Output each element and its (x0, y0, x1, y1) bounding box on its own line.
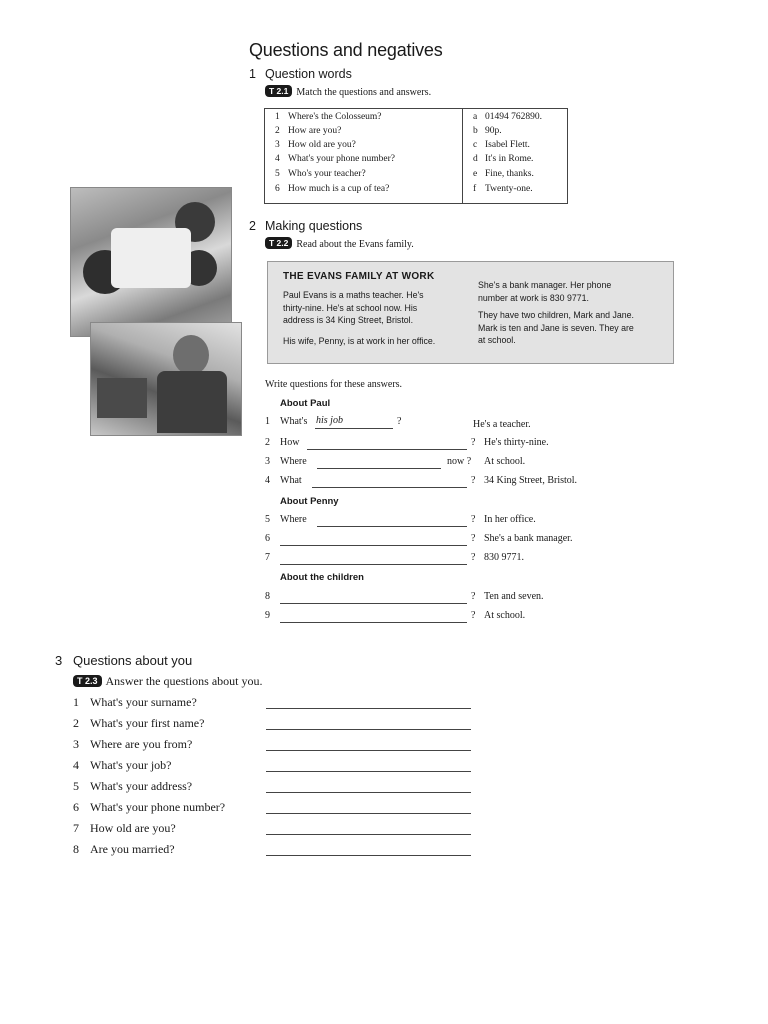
example-answer: his job (316, 415, 343, 426)
question-item-7: 7 (265, 552, 270, 563)
question-item-1: 1 What's (265, 416, 308, 427)
audio-track-tag: T 2.2 (265, 237, 292, 249)
answer-blank-5[interactable] (317, 526, 467, 527)
match-question: 5 Who's your teacher? (275, 169, 366, 179)
personal-answer-field-4[interactable] (266, 771, 471, 772)
given-answer-9: At school. (484, 610, 526, 621)
personal-answer-field-5[interactable] (266, 792, 471, 793)
match-answer: c Isabel Flett. (473, 140, 530, 150)
section-2-instruction-line (265, 237, 414, 250)
question-item-4: 4 What (265, 475, 302, 486)
reading-left-paragraph-1: Paul Evans is a maths teacher. He's thirty-nine. He's at school now. His address is 34 King Street, Bristol. (283, 290, 424, 325)
answer-blank-8[interactable] (280, 603, 467, 604)
answer-blank-9[interactable] (280, 622, 467, 623)
question-mark: ? (471, 514, 476, 525)
section-2-number: 2 (249, 219, 256, 233)
personal-question-5: 5 What's your address? (73, 779, 193, 793)
answer-blank-2[interactable] (307, 449, 467, 450)
match-answer: b 90p. (473, 126, 502, 136)
section-3-title: Questions about you (73, 653, 193, 668)
audio-track-tag: T 2.1 (265, 85, 292, 97)
question-item-5: 5 Where (265, 514, 307, 525)
section-1-number: 1 (249, 67, 256, 81)
section-3-instruction-line (73, 674, 263, 689)
match-question: 4 What's your phone number? (275, 154, 395, 164)
question-mark: ? (397, 416, 402, 427)
section-2-title: Making questions (265, 219, 363, 233)
match-question: 6 How much is a cup of tea? (275, 184, 390, 194)
reading-left-paragraph-2: His wife, Penny, is at work in her office. (283, 336, 436, 346)
table-divider (462, 109, 463, 203)
given-answer-3: At school. (484, 456, 526, 467)
match-answer: d It's in Rome. (473, 154, 534, 164)
personal-question-1: 1 What's your surname? (73, 695, 197, 709)
given-answer-8: Ten and seven. (484, 591, 544, 602)
answer-blank-4[interactable] (312, 487, 467, 488)
write-questions-instruction: Write questions for these answers. (265, 379, 403, 390)
match-question: 2 How are you? (275, 126, 342, 136)
given-answer-5: In her office. (484, 514, 536, 525)
personal-question-7: 7 How old are you? (73, 821, 176, 835)
answer-blank-7[interactable] (280, 564, 467, 565)
match-answer: e Fine, thanks. (473, 169, 534, 179)
given-answer-2: He's thirty-nine. (484, 437, 549, 448)
evans-family-reading-box (267, 261, 674, 364)
given-answer-6: She's a bank manager. (484, 533, 573, 544)
question-item-9: 9 (265, 610, 270, 621)
section-2-heading (249, 219, 362, 233)
question-mark: ? (471, 533, 476, 544)
personal-answer-field-6[interactable] (266, 813, 471, 814)
family-photo-teacher (70, 187, 232, 337)
personal-question-2: 2 What's your first name? (73, 716, 205, 730)
about-children-heading: About the children (280, 572, 364, 583)
personal-question-3: 3 Where are you from? (73, 737, 193, 751)
personal-answer-field-2[interactable] (266, 729, 471, 730)
reading-right-paragraph-2: They have two children, Mark and Jane. Mark is ten and Jane is seven. They are at school. (478, 310, 634, 345)
question-mark: ? (471, 552, 476, 563)
personal-answer-field-7[interactable] (266, 834, 471, 835)
question-mark: ? (471, 437, 476, 448)
section-1-instruction: Match the questions and answers. (296, 87, 432, 98)
question-mark: ? (471, 591, 476, 602)
about-paul-heading: About Paul (280, 398, 331, 409)
question-item-2: 2 How (265, 437, 300, 448)
question-item-3: 3 Where (265, 456, 307, 467)
page-title: Questions and negatives (249, 40, 443, 60)
question-mark: now ? (447, 456, 472, 467)
personal-question-6: 6 What's your phone number? (73, 800, 226, 814)
personal-answer-field-3[interactable] (266, 750, 471, 751)
section-3-instruction: Answer the questions about you. (105, 674, 263, 688)
answer-blank-3[interactable] (317, 468, 441, 469)
audio-track-tag: T 2.3 (73, 675, 102, 687)
match-question: 1 Where's the Colosseum? (275, 112, 382, 122)
section-1-title: Question words (265, 67, 352, 81)
personal-question-8: 8 Are you married? (73, 842, 175, 856)
question-item-8: 8 (265, 591, 270, 602)
family-photo-mother (90, 322, 242, 436)
section-2-instruction: Read about the Evans family. (296, 239, 414, 250)
section-3-heading (55, 653, 192, 668)
question-mark: ? (471, 475, 476, 486)
about-penny-heading: About Penny (280, 496, 339, 507)
personal-question-4: 4 What's your job? (73, 758, 172, 772)
personal-answer-field-8[interactable] (266, 855, 471, 856)
match-answer: a 01494 762890. (473, 112, 542, 122)
match-answer: f Twenty-one. (473, 184, 533, 194)
personal-answer-field-1[interactable] (266, 708, 471, 709)
match-question: 3 How old are you? (275, 140, 356, 150)
matching-table (264, 108, 568, 204)
section-3-number: 3 (55, 653, 63, 668)
reading-box-title: THE EVANS FAMILY AT WORK (283, 271, 435, 282)
given-answer-4: 34 King Street, Bristol. (484, 475, 578, 486)
question-item-6: 6 (265, 533, 270, 544)
answer-blank-6[interactable] (280, 545, 467, 546)
section-1-instruction-line (265, 85, 431, 98)
given-answer-1: He's a teacher. (473, 419, 531, 430)
section-1-heading (249, 67, 352, 81)
answer-blank-1[interactable] (315, 428, 393, 429)
given-answer-7: 830 9771. (484, 552, 524, 563)
reading-right-paragraph-1: She's a bank manager. Her phone number at work is 830 9771. (478, 280, 612, 303)
question-mark: ? (471, 610, 476, 621)
